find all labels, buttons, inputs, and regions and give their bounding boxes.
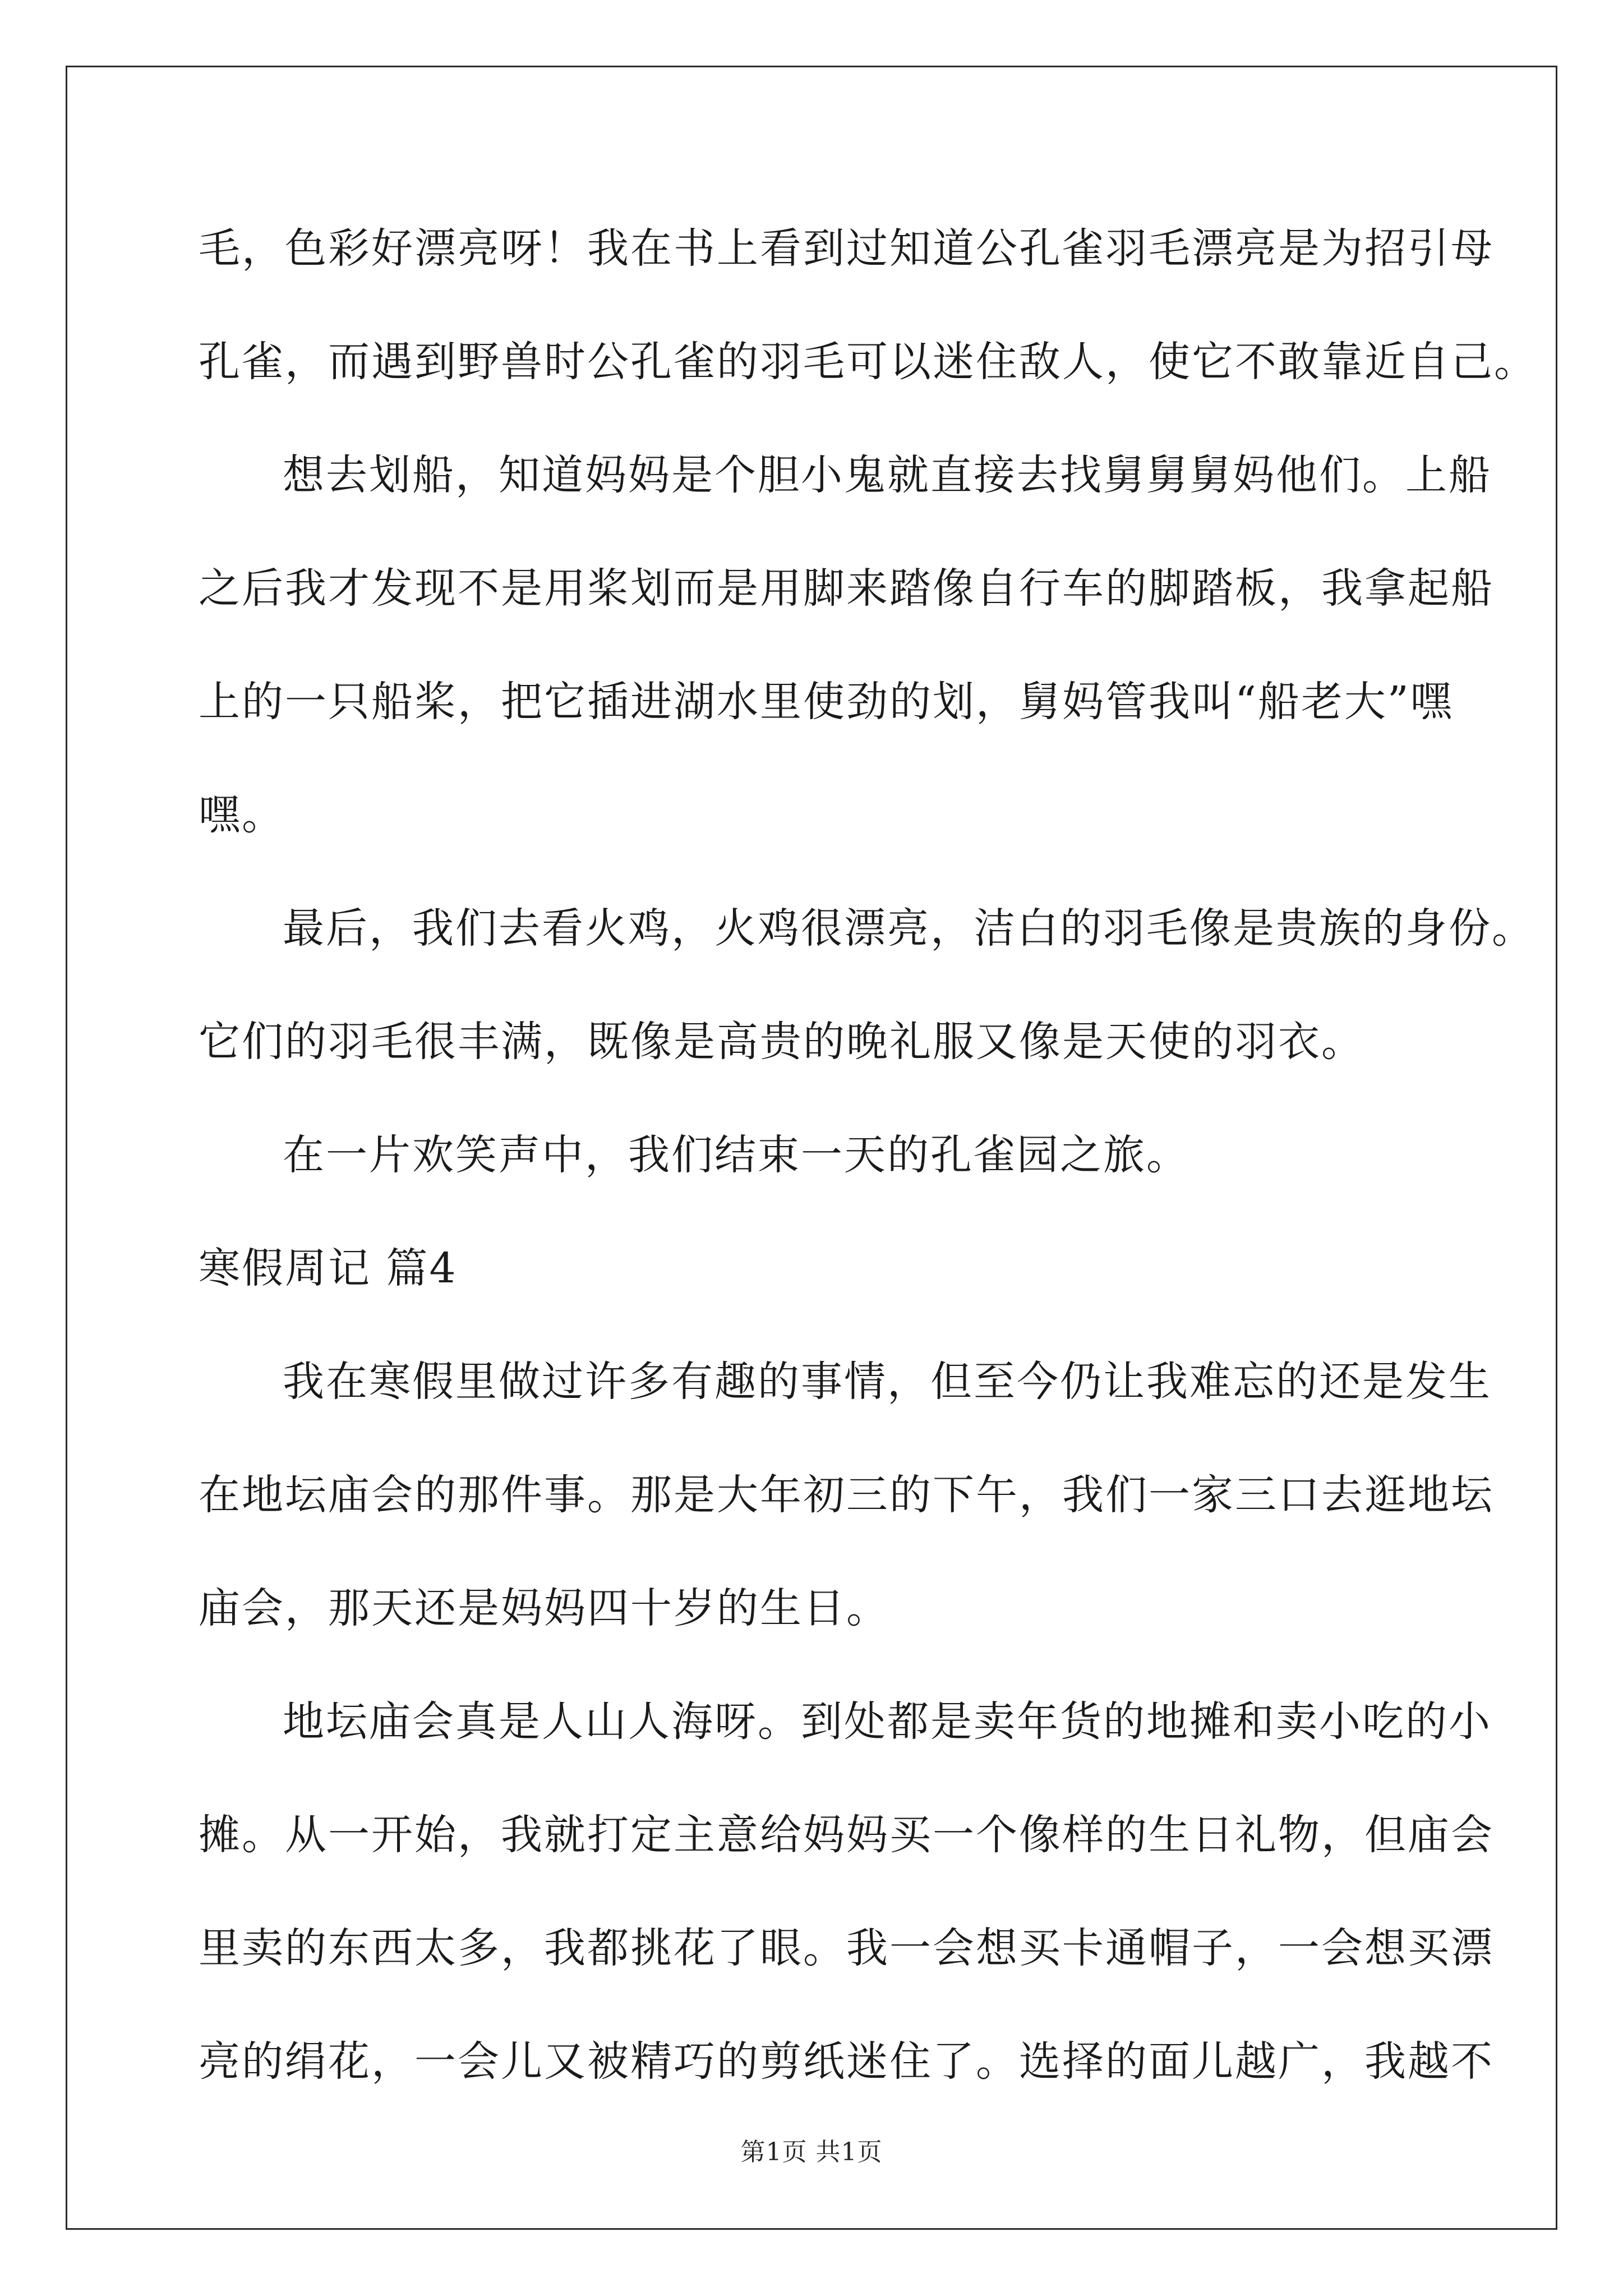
text-line: 毛，色彩好漂亮呀！我在书上看到过知道公孔雀羽毛漂亮是为招引母 — [199, 224, 1494, 273]
text-line: 摊。从一开始，我就打定主意给妈妈买一个像样的生日礼物，但庙会 — [199, 1811, 1494, 1859]
text-line: 在地坛庙会的那件事。那是大年初三的下午，我们一家三口去逛地坛 — [199, 1471, 1494, 1519]
document-body — [199, 208, 1537, 2134]
page-number-footer: 第1页 共1页 — [740, 2138, 883, 2166]
text-line: 在一片欢笑声中，我们结束一天的孔雀园之旅。 — [283, 1131, 1189, 1179]
section-heading: 寒假周记 篇4 — [199, 1244, 458, 1292]
text-line: 想去划船，知道妈妈是个胆小鬼就直接去找舅舅舅妈他们。上船 — [283, 451, 1492, 499]
text-line: 它们的羽毛很丰满，既像是高贵的晚礼服又像是天使的羽衣。 — [199, 1018, 1364, 1066]
text-line: 上的一只船桨，把它插进湖水里使劲的划，舅妈管我叫“船老大”嘿 — [199, 678, 1454, 726]
text-line: 之后我才发现不是用桨划而是用脚来踏像自行车的脚踏板，我拿起船 — [199, 564, 1494, 613]
text-line: 地坛庙会真是人山人海呀。到处都是卖年货的地摊和卖小吃的小 — [283, 1697, 1492, 1746]
text-line: 嘿。 — [199, 791, 285, 839]
text-line: 里卖的东西太多，我都挑花了眼。我一会想买卡通帽子，一会想买漂 — [199, 1924, 1494, 1972]
text-line: 亮的绢花，一会儿又被精巧的剪纸迷住了。选择的面儿越广，我越不 — [199, 2037, 1494, 2086]
text-line: 庙会，那天还是妈妈四十岁的生日。 — [199, 1584, 889, 1632]
text-line: 最后，我们去看火鸡，火鸡很漂亮，洁白的羽毛像是贵族的身份。 — [283, 904, 1535, 953]
text-line: 我在寒假里做过许多有趣的事情，但至今仍让我难忘的还是发生 — [283, 1358, 1492, 1406]
text-line: 孔雀，而遇到野兽时公孔雀的羽毛可以迷住敌人，使它不敢靠近自己。 — [199, 338, 1537, 386]
